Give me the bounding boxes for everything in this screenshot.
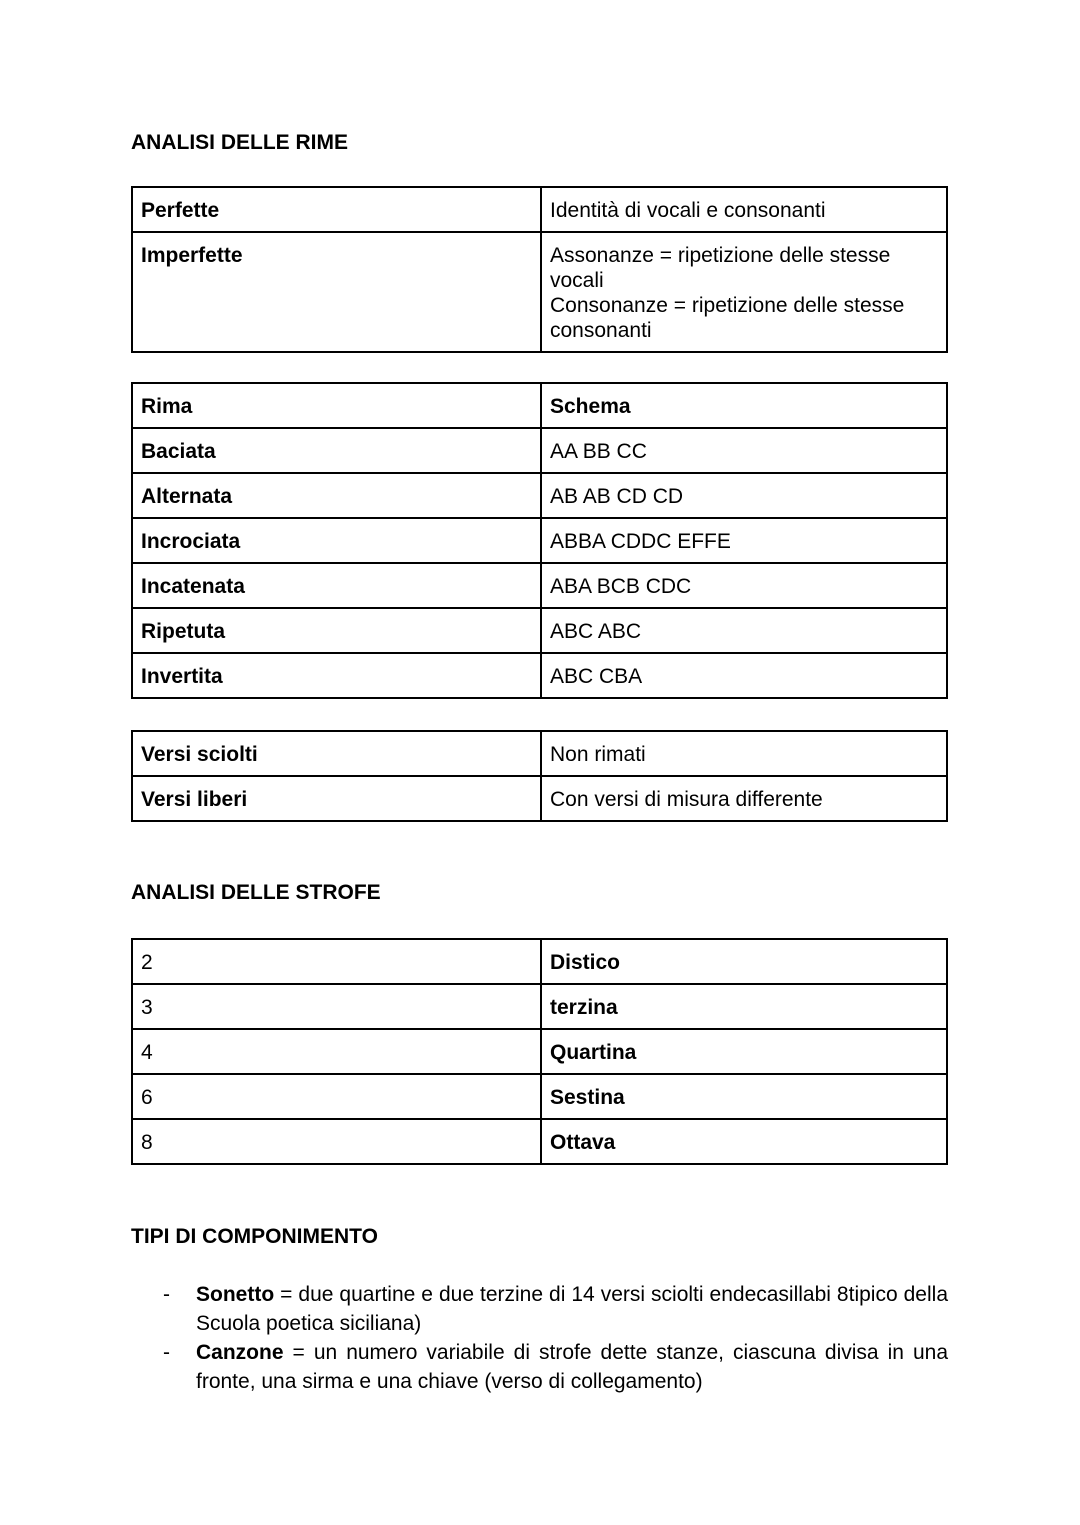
definition-cell: Con versi di misura differente bbox=[541, 776, 947, 821]
rima-cell: Invertita bbox=[132, 653, 541, 698]
schema-cell: ABC ABC bbox=[541, 608, 947, 653]
table-row bbox=[132, 428, 947, 473]
table-row bbox=[132, 776, 947, 821]
definition-cell: Assonanze = ripetizione delle stesse vocali Consonanze = ripetizione delle stesse consonanti bbox=[541, 232, 947, 352]
table-row bbox=[132, 473, 947, 518]
table-row bbox=[132, 187, 947, 232]
item-term: Canzone bbox=[196, 1341, 284, 1364]
table-row bbox=[132, 608, 947, 653]
schema-cell: ABA BCB CDC bbox=[541, 563, 947, 608]
table-row bbox=[132, 984, 947, 1029]
verse-count-cell: 6 bbox=[132, 1074, 541, 1119]
stanza-name-cell: terzina bbox=[541, 984, 947, 1029]
term-cell: Versi liberi bbox=[132, 776, 541, 821]
stanza-name-cell: Ottava bbox=[541, 1119, 947, 1164]
rima-cell: Incatenata bbox=[132, 563, 541, 608]
rima-cell: Alternata bbox=[132, 473, 541, 518]
table-row bbox=[132, 731, 947, 776]
rima-cell: Baciata bbox=[132, 428, 541, 473]
table-row bbox=[132, 518, 947, 563]
term-cell: Imperfette bbox=[132, 232, 541, 352]
table-row bbox=[132, 939, 947, 984]
verse-count-cell: 2 bbox=[132, 939, 541, 984]
rhyme-schema-table bbox=[131, 382, 948, 699]
rima-cell: Incrociata bbox=[132, 518, 541, 563]
schema-cell: ABBA CDDC EFFE bbox=[541, 518, 947, 563]
table-row bbox=[132, 1029, 947, 1074]
table-row bbox=[132, 563, 947, 608]
composition-types-list bbox=[131, 1280, 948, 1396]
table-row bbox=[132, 1074, 947, 1119]
verses-table bbox=[131, 730, 948, 822]
definition-cell: Non rimati bbox=[541, 731, 947, 776]
list-bullet: - bbox=[163, 1283, 170, 1306]
table-header-row bbox=[132, 383, 947, 428]
stanza-name-cell: Quartina bbox=[541, 1029, 947, 1074]
stanza-name-cell: Sestina bbox=[541, 1074, 947, 1119]
componimento-section-title: TIPI DI COMPONIMENTO bbox=[131, 1225, 378, 1248]
list-item bbox=[131, 1338, 948, 1396]
column-header-schema: Schema bbox=[541, 383, 947, 428]
verse-count-cell: 8 bbox=[132, 1119, 541, 1164]
strofe-section-title: ANALISI DELLE STROFE bbox=[131, 881, 381, 904]
term-cell: Perfette bbox=[132, 187, 541, 232]
stanza-name-cell: Distico bbox=[541, 939, 947, 984]
rima-cell: Ripetuta bbox=[132, 608, 541, 653]
list-bullet: - bbox=[163, 1341, 170, 1364]
schema-cell: AA BB CC bbox=[541, 428, 947, 473]
rime-section-title: ANALISI DELLE RIME bbox=[131, 131, 349, 154]
table-row bbox=[132, 653, 947, 698]
verse-count-cell: 4 bbox=[132, 1029, 541, 1074]
verse-count-cell: 3 bbox=[132, 984, 541, 1029]
rime-types-table bbox=[131, 186, 948, 353]
schema-cell: ABC CBA bbox=[541, 653, 947, 698]
column-header-rima: Rima bbox=[132, 383, 541, 428]
item-term: Sonetto bbox=[196, 1283, 275, 1306]
table-row bbox=[132, 232, 947, 352]
item-text: = un numero variabile di strofe dette stanze, ciascuna divisa in una fronte, una sirma e una chiave (verso di collegamento) bbox=[196, 1341, 948, 1393]
schema-cell: AB AB CD CD bbox=[541, 473, 947, 518]
definition-cell: Identità di vocali e consonanti bbox=[541, 187, 947, 232]
list-item bbox=[131, 1280, 948, 1338]
table-row bbox=[132, 1119, 947, 1164]
stanzas-table bbox=[131, 938, 948, 1165]
item-text: = due quartine e due terzine di 14 versi sciolti endecasillabi 8tipico della Scuola poetica siciliana) bbox=[196, 1283, 948, 1335]
term-cell: Versi sciolti bbox=[132, 731, 541, 776]
